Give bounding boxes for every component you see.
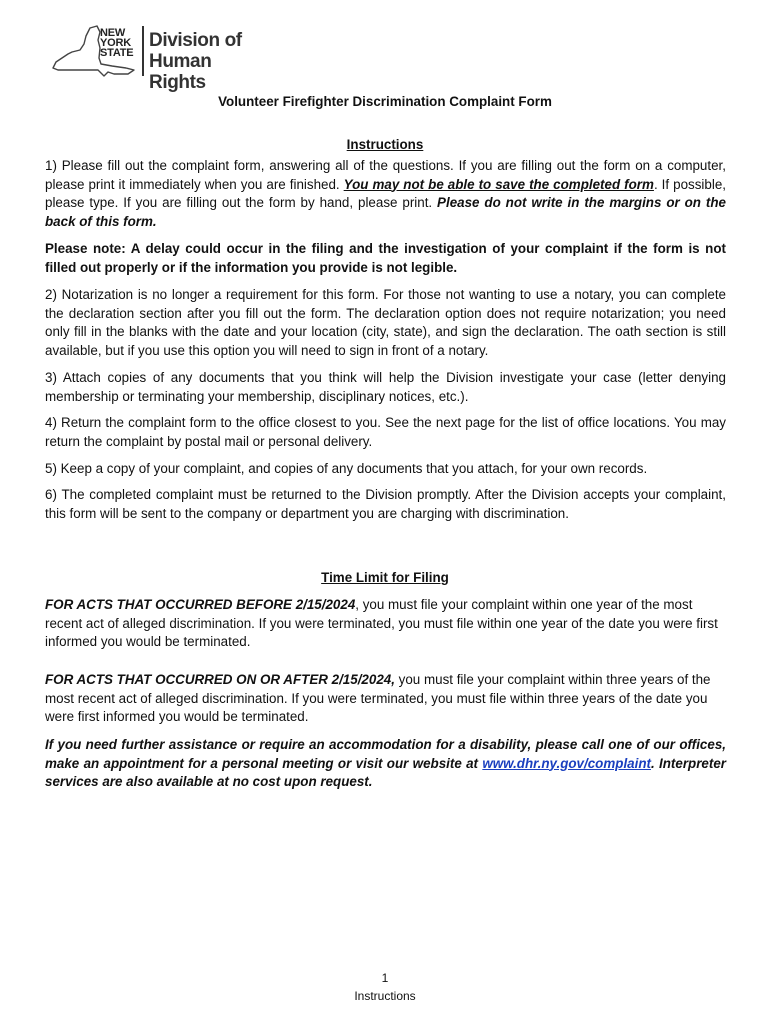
instruction-1-text-2: . If possible, please type. If you are filling out the form by hand, please print. xyxy=(45,176,726,210)
complaint-website-link[interactable]: www.dhr.ny.gov/complaint xyxy=(482,755,651,771)
state-line-1: NEW xyxy=(100,27,126,39)
instruction-1-text: 1) Please fill out the complaint form, answering all of the questions. If you are filling out the form on a computer, please print it immediately when you are finished. xyxy=(45,158,726,192)
time-limit-before xyxy=(45,596,726,652)
org-line-2: Human Rights xyxy=(149,51,212,93)
new-york-state-wordmark xyxy=(100,28,133,58)
assistance-text: If you need further assistance or require an accommodation for a disability, please call one of our offices, make an appointment for a personal meeting or visit our website at xyxy=(45,737,726,771)
org-line-1: Division of xyxy=(149,30,242,51)
instruction-4: 4) Return the complaint form to the office closest to you. See the next page for the list of office locations. You may return the complaint by postal mail or personal delivery. xyxy=(45,415,726,449)
instruction-1 xyxy=(45,157,726,231)
form-title: Volunteer Firefighter Discrimination Complaint Form xyxy=(218,94,552,109)
organization-name xyxy=(149,30,270,93)
time-limit-heading: Time Limit for Filing xyxy=(321,570,449,585)
state-line-3: STATE xyxy=(100,47,134,59)
nys-dhr-logo xyxy=(50,24,270,93)
assistance-note xyxy=(45,736,726,792)
instruction-6: 6) The completed complaint must be returned to the Division promptly. After the Division accepts your complaint, this form will be sent to the company or department you are charging with discrimination. xyxy=(45,487,726,521)
time-limit-after xyxy=(45,671,726,727)
margin-warning: Please do not write in the margins or on the back of this form. xyxy=(45,195,726,229)
please-note: Please note: A delay could occur in the filing and the investigation of your complaint if the form is not filled out properly or if the information you provide is not legible. xyxy=(45,241,726,275)
state-line-2: YORK xyxy=(100,37,131,49)
instruction-2: 2) Notarization is no longer a requirement for this form. For those not wanting to use a notary, you can complete the declaration section after you fill out the form. The declaration option does not require notarization; you need only fill in the blanks with the date and your location (city, state), and sign the declaration. The oath section is still available, but if you use this option you will need to sign in front of a notary. xyxy=(45,287,726,358)
logo-divider xyxy=(142,26,144,76)
save-warning: You may not be able to save the completed form xyxy=(343,176,654,192)
footer-section-label: Instructions xyxy=(354,989,416,1003)
after-date-text: you must file your complaint within three years of the most recent act of alleged discrimination. If you were terminated, you must file within three years of the date you were first informed you would be terminated. xyxy=(45,672,711,724)
interpreter-text: . Interpreter services are also available at no cost upon request. xyxy=(45,755,726,789)
instruction-5: 5) Keep a copy of your complaint, and copies of any documents that you attach, for your own records. xyxy=(45,461,648,476)
after-date-lead: FOR ACTS THAT OCCURRED ON OR AFTER 2/15/2024, xyxy=(45,672,395,687)
before-date-lead: FOR ACTS THAT OCCURRED BEFORE 2/15/2024 xyxy=(45,597,356,612)
instructions-heading: Instructions xyxy=(346,137,424,152)
page-number: 1 xyxy=(381,971,389,985)
before-date-text: , you must file your complaint within one year of the most recent act of alleged discrimination. If you were terminated, you must file within one year of the date you were first informed you would be terminated. xyxy=(45,597,718,649)
instruction-3: 3) Attach copies of any documents that you think will help the Division investigate your case (letter denying membership or terminating your membership, disciplinary notices, etc.). xyxy=(45,370,726,404)
